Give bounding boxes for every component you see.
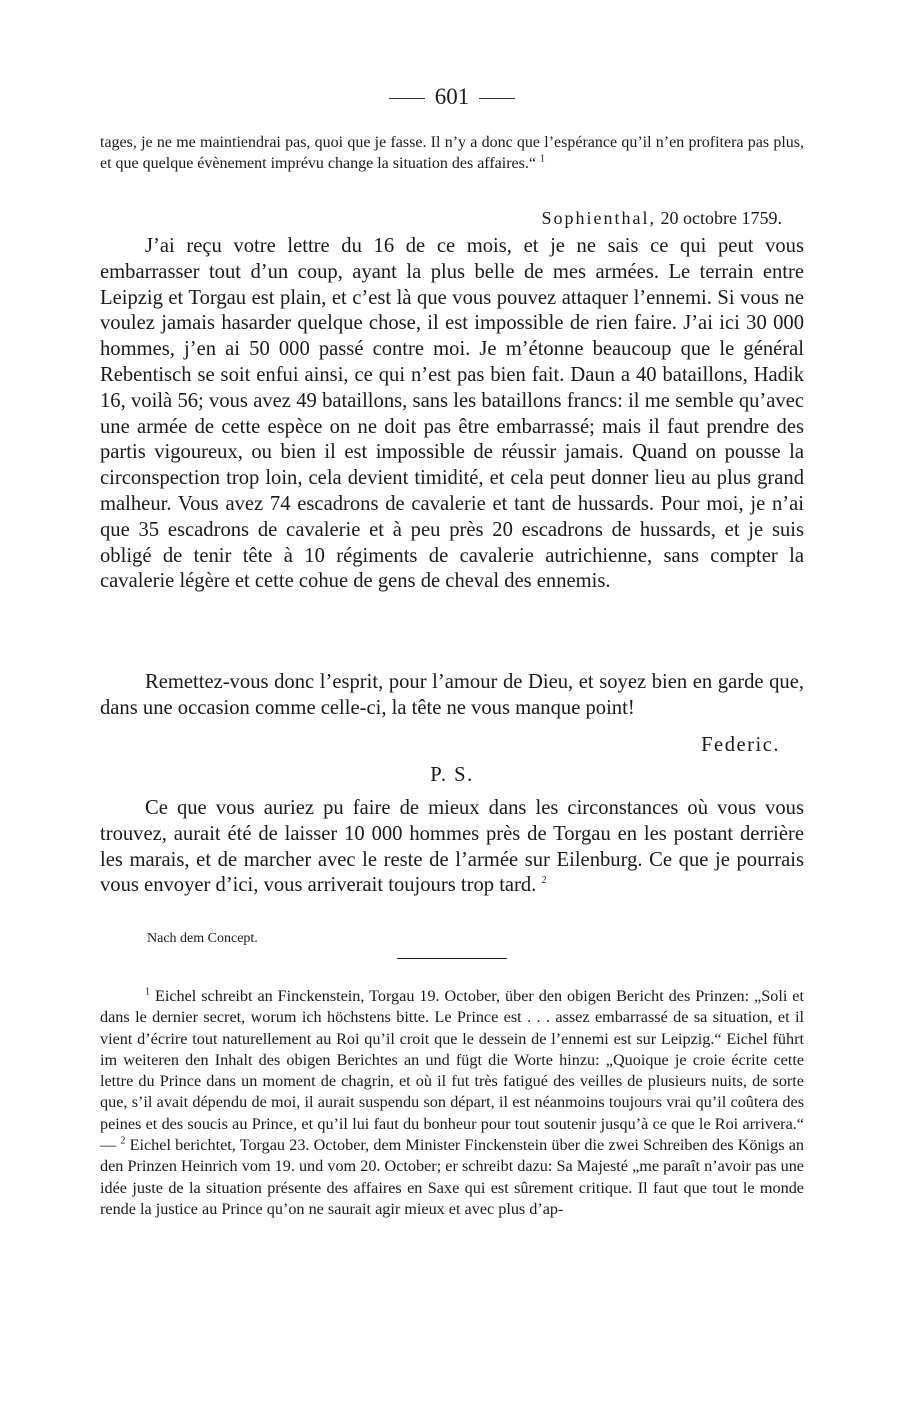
continuation-text: tages, je ne me maintiendrai pas, quoi que je fasse. Il n’y a donc que l’espérance qu’il n’en profitera pas plus, et que quelque évènement imprévu change la situation des affaires.“ <box>100 134 804 172</box>
postscript-paragraph <box>100 796 804 899</box>
postscript-text: Ce que vous auriez pu faire de mieux dans les circonstances où vous vous trouvez, aurait été de laisser 10 000 hommes près de Torgau en les postant derrière les marais, et de marcher avec le reste de l’armée sur Eilenburg. Ce que je pourrais vous envoyer d’ici, vous arriverait toujours trop tard. <box>100 797 804 897</box>
footnote-ref-2: 2 <box>541 875 547 887</box>
dateline-place: Sophienthal, <box>541 208 657 228</box>
footnotes <box>100 986 804 1220</box>
letter-paragraph-2: Remettez-vous donc l’esprit, pour l’amour de Dieu, et soyez bien en garde que, dans une occasion comme celle-ci, la tête ne vous manque point! <box>100 671 804 719</box>
postscript-heading: P. S. <box>430 764 474 786</box>
footnote-ref-1: 1 <box>539 153 545 165</box>
document-page <box>100 0 804 1404</box>
letter-paragraph-1: J’ai reçu votre lettre du 16 de ce mois, et je ne sais ce qui peut vous embarrasser tout d’un coup, ayant la plus belle de mes armées. Le terrain entre Leipzig et Torgau est plain, et c’est là que vous pouvez attaquer l’ennemi. Si vous ne voulez jamais hasarder quelque chose, il est impossible de rien faire. J’ai ici 30 000 hommes, j’en ai 50 000 passé contre moi. Je m’étonne beaucoup que le général Rebentisch se soit enfui ainsi, ce qui n’est pas bien fait. Daun a 40 bataillons, Hadik 16, voilà 56; vous avez 49 bataillons, sans les bataillons francs: il me semble qu’avec une armée de cette espèce on ne doit pas être embarrassé; mais il faut prendre des partis vigoureux, ou bien il est impossible de réussir jamais. Quand on pousse la circonspection trop loin, cela devient timidité, et cela peut donner lieu au plus grand malheur. Vous avez 74 escadrons de cavalerie et tant de hussards. Pour moi, je n’ai que 35 escadrons de cavalerie et à peu près 20 escadrons de hussards, et je suis obligé de tenir tête à 10 régiments de cavalerie autrichienne, sans compter la cavalerie légère et cette cohue de gens de cheval des ennemis. <box>100 235 804 593</box>
header-dash-right <box>479 98 515 99</box>
header-dash-left <box>389 98 425 99</box>
dateline <box>542 206 782 230</box>
continuation-paragraph <box>100 132 804 174</box>
footnote-marker-1: 1 <box>145 986 150 998</box>
page-header <box>100 82 804 112</box>
footnote-divider <box>397 958 507 959</box>
footnote-1-text: Eichel schreibt an Finckenstein, Torgau 19. October, über den obigen Bericht des Prinzen: „Soli et dans le dernier secret, worum ich höchstens bitte. Le Prince est . . . assez embarrassé de sa situation, et il vient d’écrire tout naturellement au Roi qu’il croit que le dessein de l’ennemi est sur Leipzig.“ Eichel führt im weiteren den Inhalt des obigen Berichtes an und fügt die Worte hinzu: „Quoique je croie écrite cette lettre du Prince dans un moment de chagrin, et où il fut très fatigué des veilles de plusieurs nuits, de sorte que, s’il avait dépendu de moi, il aurait suspendu son départ, il est néanmoins toujours vrai qu’il coûtera des peines et des soucis au Prince, et qu’il lui faut du bonheur pour tout soutenir jusqu’à ce que le Roi arrivera.“ — <box>100 987 804 1155</box>
footnote-marker-2: 2 <box>120 1135 126 1147</box>
footnote-2-text: Eichel berichtet, Torgau 23. October, dem Minister Finckenstein über die zwei Schreiben des Königs an den Prinzen Heinrich vom 19. und vom 20. October; er schreibt dazu: Sa Majesté „me paraît n’avoir pas une idée juste de la situation présente des affaires en Saxe qui est sûrement critique. Il faut que tout le monde rende la justice au Prince qu’on ne saurait agir mieux et avec plus d’ap- <box>100 1136 805 1218</box>
source-line: Nach dem Concept. <box>147 931 258 946</box>
dateline-date: 20 octobre 1759. <box>660 208 782 228</box>
signature: Federic. <box>701 734 780 756</box>
page-number: 601 <box>434 84 470 109</box>
